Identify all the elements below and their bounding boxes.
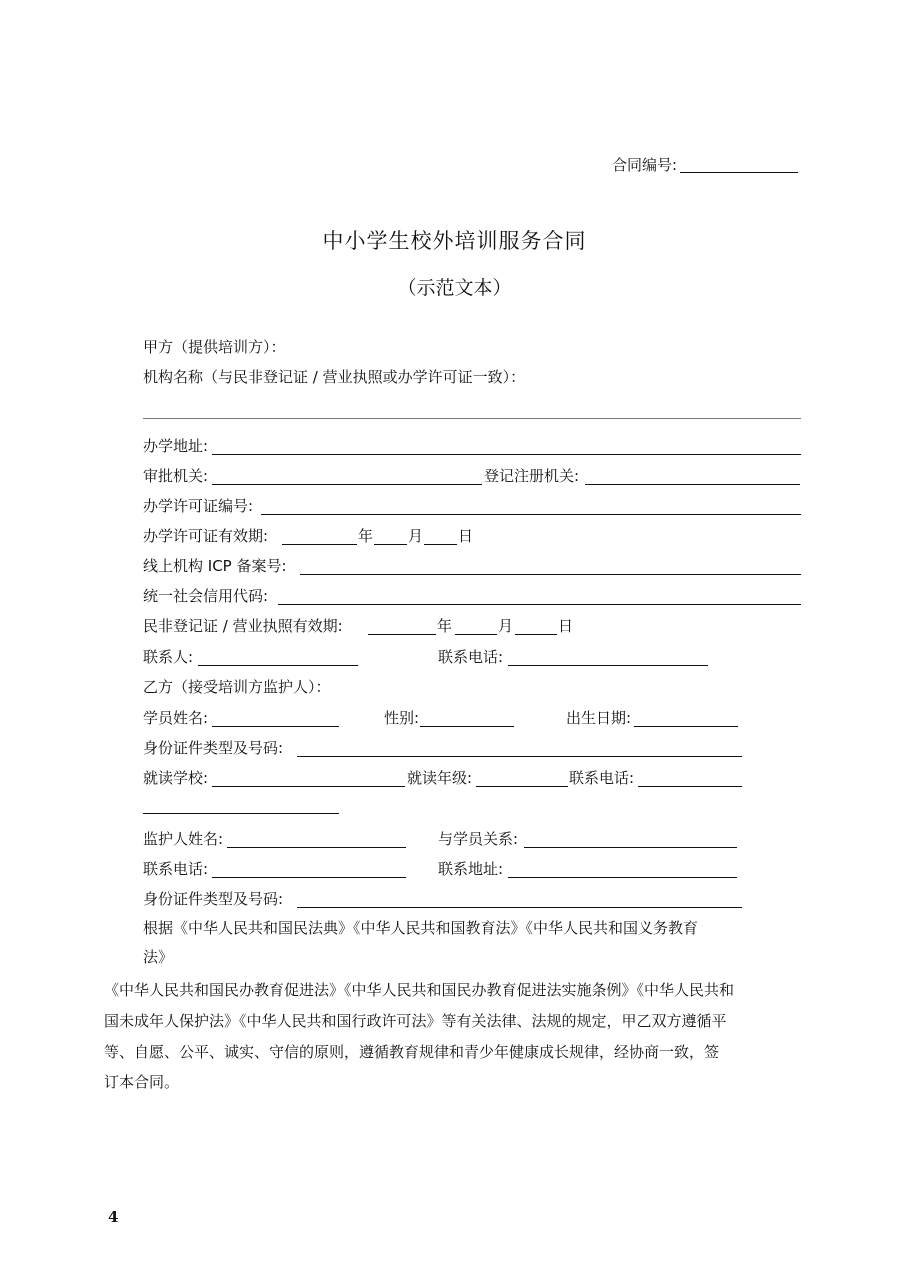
student-phone-label: 联系电话: <box>569 769 635 787</box>
birth-date-label: 出生日期: <box>566 709 632 727</box>
registration-validity-year-blank[interactable] <box>368 634 436 635</box>
gender-label: 性别: <box>384 709 420 727</box>
school-blank[interactable] <box>212 786 405 787</box>
registration-validity-month-blank[interactable] <box>455 634 497 635</box>
registration-validity-day-blank[interactable] <box>515 634 557 635</box>
credit-code-blank[interactable] <box>278 604 801 605</box>
icp-blank[interactable] <box>300 574 801 575</box>
license-validity-day-blank[interactable] <box>424 544 457 545</box>
party-a-heading: 甲方（提供培训方）： <box>143 338 286 356</box>
address-blank[interactable] <box>212 454 801 455</box>
preamble-line-1: 根据《中华人民共和国民法典》《中华人民共和国教育法》《中华人民共和国义务教育 <box>143 919 699 937</box>
contact-person-label: 联系人: <box>143 648 194 666</box>
contract-number-blank[interactable] <box>680 172 798 173</box>
guardian-phone-blank[interactable] <box>212 877 406 878</box>
license-year-unit: 年 <box>358 527 374 545</box>
school-label: 就读学校: <box>143 769 209 787</box>
guardian-phone-label: 联系电话: <box>143 860 209 878</box>
document-title: 中小学生校外培训服务合同 <box>322 229 587 253</box>
license-month-unit: 月 <box>408 527 424 545</box>
org-name-blank[interactable] <box>143 418 801 419</box>
license-validity-year-blank[interactable] <box>282 544 357 545</box>
license-validity-label: 办学许可证有效期: <box>143 527 269 545</box>
student-id-label: 身份证件类型及号码: <box>143 739 284 757</box>
student-name-label: 学员姓名: <box>143 709 209 727</box>
contact-person-blank[interactable] <box>198 665 358 666</box>
guardian-address-blank[interactable] <box>508 877 737 878</box>
guardian-id-label: 身份证件类型及号码: <box>143 890 284 908</box>
approval-authority-label: 审批机关: <box>143 467 209 485</box>
credit-code-label: 统一社会信用代码: <box>143 587 269 605</box>
address-label: 办学地址: <box>143 437 209 455</box>
guardian-id-blank[interactable] <box>297 907 742 908</box>
student-name-blank[interactable] <box>212 726 339 727</box>
org-name-label: 机构名称（与民非登记证 / 营业执照或办学许可证一致）： <box>143 368 526 386</box>
registration-month-unit: 月 <box>498 617 514 635</box>
registration-validity-label: 民非登记证 / 营业执照有效期: <box>143 617 343 635</box>
birth-date-blank[interactable] <box>634 726 738 727</box>
license-number-label: 办学许可证编号: <box>143 497 254 515</box>
preamble-line-5: 等、自愿、公平、诚实、守信的原则，遵循教育规律和青少年健康成长规律，经协商一致，签 <box>104 1043 720 1061</box>
approval-authority-blank[interactable] <box>212 484 482 485</box>
guardian-name-label: 监护人姓名: <box>143 830 224 848</box>
icp-label: 线上机构 ICP 备案号: <box>143 557 287 575</box>
license-day-unit: 日 <box>458 527 474 545</box>
preamble-line-4: 国未成年人保护法》《中华人民共和国行政许可法》等有关法律、法规的规定，甲乙双方遵循平 <box>104 1012 727 1030</box>
preamble-line-2: 法》 <box>143 948 174 966</box>
relation-label: 与学员关系: <box>438 830 519 848</box>
document-subtitle: （示范文本） <box>397 277 512 299</box>
party-b-heading: 乙方（接受培训方监护人）： <box>143 678 331 696</box>
preamble-line-6: 订本合同。 <box>104 1073 180 1091</box>
gender-blank[interactable] <box>420 726 514 727</box>
grade-blank[interactable] <box>476 786 568 787</box>
registration-authority-label: 登记注册机关: <box>484 467 580 485</box>
registration-year-unit: 年 <box>437 617 453 635</box>
registration-authority-blank[interactable] <box>585 484 800 485</box>
license-number-blank[interactable] <box>261 514 801 515</box>
license-validity-month-blank[interactable] <box>374 544 407 545</box>
registration-day-unit: 日 <box>558 617 574 635</box>
student-phone-blank-continued[interactable] <box>143 813 339 814</box>
contact-phone-blank[interactable] <box>508 665 708 666</box>
student-phone-blank[interactable] <box>638 786 742 787</box>
relation-blank[interactable] <box>524 847 737 848</box>
contact-phone-label: 联系电话: <box>438 648 504 666</box>
page-number: 4 <box>108 1208 119 1226</box>
guardian-name-blank[interactable] <box>227 847 406 848</box>
preamble-line-3: 《中华人民共和国民办教育促进法》《中华人民共和国民办教育促进法实施条例》《中华人民共和 <box>104 981 735 999</box>
student-id-blank[interactable] <box>297 756 742 757</box>
guardian-address-label: 联系地址: <box>438 860 504 878</box>
grade-label: 就读年级: <box>407 769 473 787</box>
contract-number-label: 合同编号: <box>612 156 678 174</box>
